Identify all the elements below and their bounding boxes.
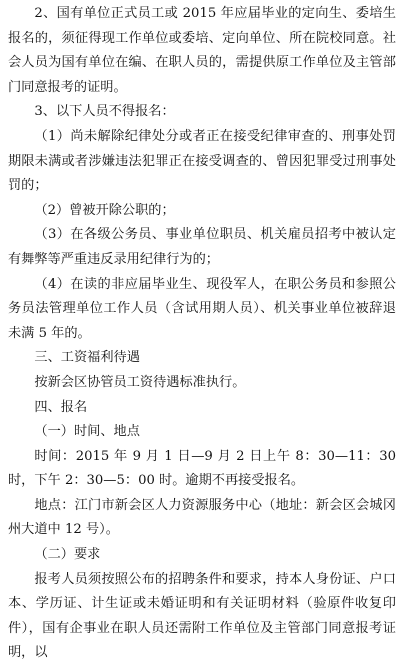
paragraph-ineligible-item-2: （2）曾被开除公职的； [34,202,175,218]
paragraph-time: 时间：2015 年 9 月 1 日—9 月 2 日上午 8：30—11：30 时，下午 2：30—5：00 时。逾期不再接受报名。 [8,448,396,489]
section-heading-salary: 三、工资福利待遇 [34,350,140,366]
paragraph-location: 地点：江门市新会区人力资源服务中心（地址：新会区会城冈州大道中 12 号）。 [8,497,396,538]
paragraph-salary: 按新会区协管员工资待遇标准执行。 [34,374,246,390]
paragraph-ineligible-item-4: （4）在读的非应届毕业生、现役军人，在职公务员和参照公务员法管理单位工作人员（含试用期人员）、机关事业单位被辞退未满 5 年的。 [8,276,396,341]
section-heading-registration: 四、报名 [34,399,88,415]
paragraph-employee-consent: 2、国有单位正式员工或 2015 年应届毕业的定向生、委培生报名的，须征得现工作单位或委培、定向单位、所在院校同意。社会人员为国有单位在编、在职人员的，需提供原工作单位及主管部门同意报考的证明。 [8,6,396,95]
subheading-requirements: （二）要求 [34,547,101,563]
paragraph-requirements: 报考人员须按照公布的招聘条件和要求，持本人身份证、户口本、学历证、计生证或未婚证明和有关证明材料（验原件收复印件），国有企事业在职人员还需附工作单位及主管部门同意报考证明，以 [8,571,396,661]
subheading-time-place: （一）时间、地点 [34,424,140,440]
paragraph-ineligible-heading: 3、以下人员不得报名： [34,104,175,120]
paragraph-ineligible-item-1: （1）尚未解除纪律处分或者正在接受纪律审查的、刑事处罚期限未满或者涉嫌违法犯罪正在接受调查的、曾因犯罪受过刑事处罚的； [8,128,396,194]
paragraph-ineligible-item-3: （3）在各级公务员、事业单位职员、机关雇员招考中被认定有舞弊等严重违反录用纪律行为的； [8,227,396,267]
